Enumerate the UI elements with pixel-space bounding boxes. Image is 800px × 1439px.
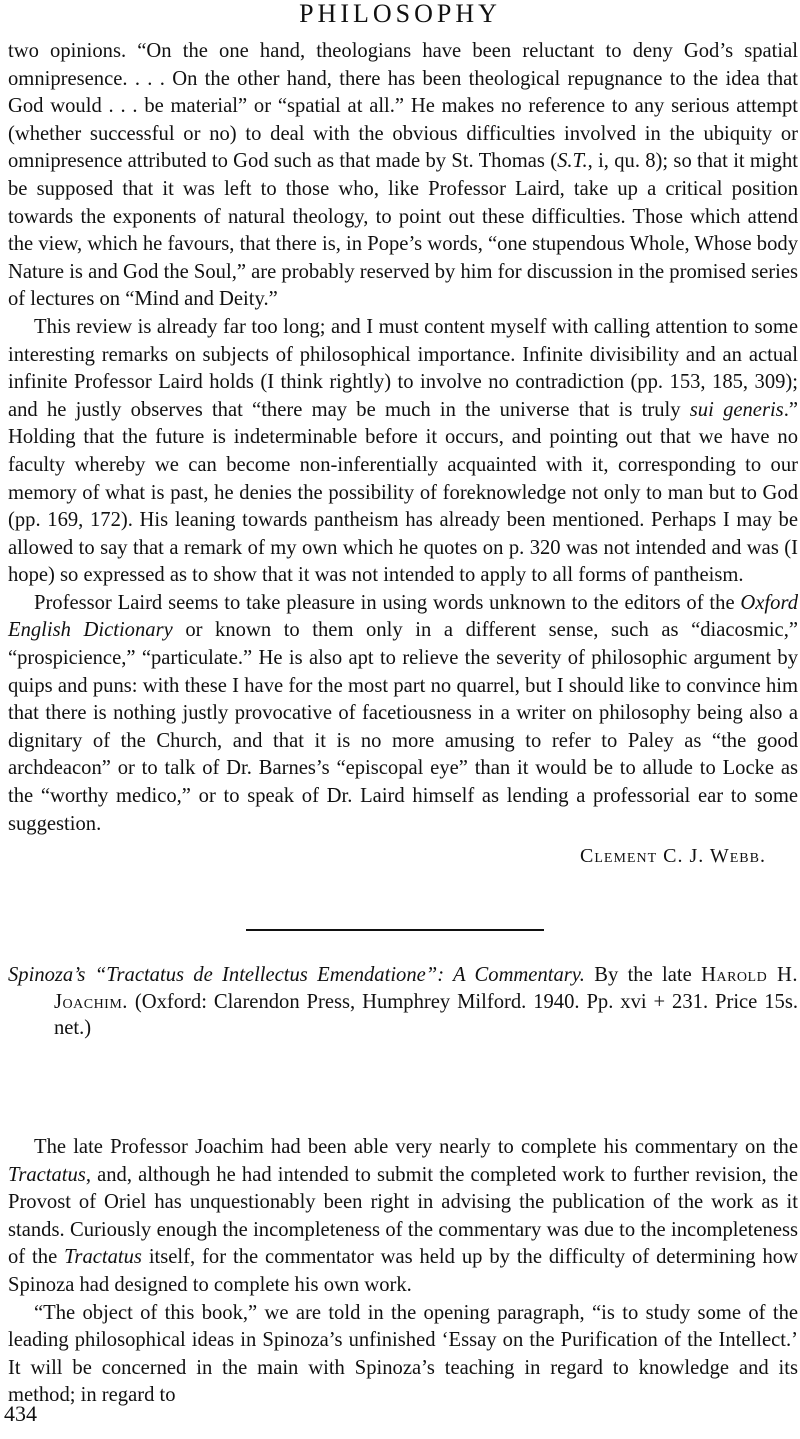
review1-paragraph-1: two opinions. “On the one hand, theologians have been reluctant to deny God’s spatial omnipresence. . . . On the other hand, there has been theological repugnance to the idea that God would . . . be material” or “spatial at all.” He makes no reference to any serious attempt (whether successful or no) to deal with the obvious difficulties involved in the ubiquity or omnipresence attributed to God such as that made by St. Thomas (S.T., i, qu. 8); so that it might be supposed that it was left to those who, like Professor Laird, take up a critical position towards the exponents of natural theology, to point out these difficulties. Those which attend the view, which he favours, that there is, in Pope’s words, “one stupendous Whole, Whose body Nature is and God the Soul,” are probably reserved by him for discussion in the promised series of lectures on “Mind and Deity.”: [8, 40, 798, 311]
review2-heading: [8, 962, 798, 1042]
reviewer-signature: Clement C. J. Webb.: [580, 845, 766, 867]
review1-body: [8, 38, 798, 838]
review2-paragraph-2: “The object of this book,” we are told in the opening paragraph, “is to study some of the leading philosophical ideas in Spinoza’s unfinished ‘Essay on the Purification of the Intellect.’ It will be concerned in the main with Spinoza’s teaching in regard to knowledge and its method; in regard to: [8, 1301, 798, 1407]
publication-details: (Oxford: Clarendon Press, Humphrey Milford. 1940. Pp. xvi + 231. Price 15s. net.): [54, 990, 798, 1039]
review2-body: [8, 1134, 798, 1410]
by-text: By the late: [594, 964, 692, 986]
page-number: 434: [4, 1401, 37, 1426]
book-title: Spinoza’s “Tractatus de Intellectus Emendatione”: A Commentary.: [8, 964, 585, 986]
running-head: PHILOSOPHY: [299, 0, 501, 28]
book-author: Harold H. Joachim.: [54, 964, 799, 1013]
review1-paragraph-3: Professor Laird seems to take pleasure in using words unknown to the editors of the Oxford English Dictionary or known to them only in a different sense, such as “diacosmic,” “prospicience,” “particulate.” He is also apt to relieve the severity of philosophic argument by quips and puns: with these I have for the most part no quarrel, but I should like to convince him that there is nothing justly provocative of facetiousness in a writer on philosophy being also a dignitary of the Church, and that it is no more amusing to refer to Paley as “the good archdeacon” or to talk of Dr. Barnes’s “episcopal eye” than it would be to allude to Locke as the “worthy medico,” or to speak of Dr. Laird himself as lending a professorial ear to some suggestion.: [8, 591, 798, 835]
section-divider: [246, 929, 544, 931]
review1-paragraph-2: This review is already far too long; and I must content myself with calling attention to some interesting remarks on subjects of philosophical importance. Infinite divisibility and an actual infinite Professor Laird holds (I think rightly) to involve no contradiction (pp. 153, 185, 309); and he justly observes that “there may be much in the universe that is truly sui generis.” Holding that the future is indeterminable before it occurs, and pointing out that we have no faculty whereby we can become non-inferentially acquainted with it, corresponding to our memory of what is past, he denies the possibility of foreknowledge not only to man but to God (pp. 169, 172). His leaning towards pantheism has already been mentioned. Perhaps I may be allowed to say that a remark of my own which he quotes on p. 320 was not intended and was (I hope) so expressed as to show that it was not intended to apply to all forms of pantheism.: [8, 315, 798, 587]
review2-paragraph-1: The late Professor Joachim had been able very nearly to complete his commentary on the Tractatus, and, although he had intended to submit the completed work to further revision, the Provost of Oriel has unquestionably been right in advising the publication of the work as it stands. Curiously enough the incompleteness of the commentary was due to the incompleteness of the Tractatus itself, for the commentator was held up by the difficulty of determining how Spinoza had designed to complete his own work.: [8, 1136, 798, 1296]
